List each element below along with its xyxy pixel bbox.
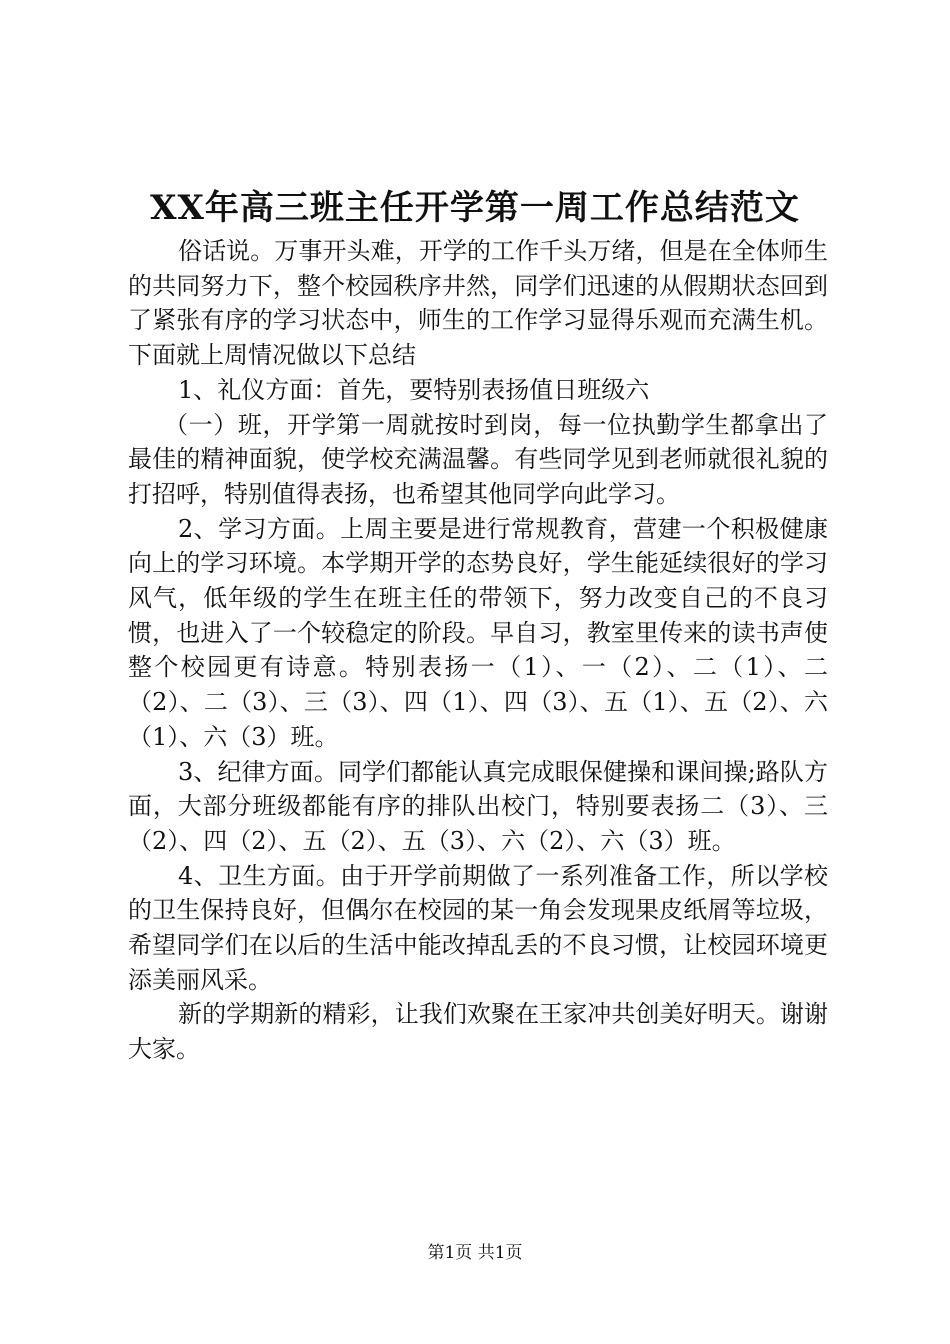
page-footer: 第1页 共1页	[427, 1243, 523, 1263]
paragraph-etiquette-body: （一）班，开学第一周就按时到岗，每一位执勤学生都拿出了最佳的精神面貌，使学校充满温馨。有些同学见到老师就很礼貌的打招呼，特别值得表扬，也希望其他同学向此学习。	[128, 410, 828, 508]
paragraph-study: 2、学习方面。上周主要是进行常规教育，营建一个积极健康向上的学习环境。本学期开学的态势良好，学生能延续很好的学习风气，低年级的学生在班主任的带领下，努力改变自己的不良习惯，也进入了一个较稳定的阶段。早自习，教室里传来的读书声使整个校园更有诗意。特别表扬一（1）、一（2）、二（1）、二（2）、二（3）、三（3）、四（1）、四（3）、五（1）、五（2）、六（1）、六（3）班。	[128, 514, 828, 751]
document-title: XX年高三班主任开学第一周工作总结范文	[150, 188, 800, 228]
paragraph-closing: 新的学期新的精彩，让我们欢聚在王家冲共创美好明天。谢谢大家。	[128, 1000, 828, 1064]
paragraph-hygiene: 4、卫生方面。由于开学前期做了一系列准备工作，所以学校的卫生保持良好，但偶尔在校园的某一角会发现果皮纸屑等垃圾，希望同学们在以后的生活中能改掉乱丢的不良习惯，让校园环境更添美丽风采。	[128, 861, 828, 994]
paragraph-discipline: 3、纪律方面。同学们都能认真完成眼保健操和课间操;路队方面，大部分班级都能有序的排队出校门，特别要表扬二（3）、三（2）、四（2）、五（2）、五（3）、六（2）、六（3）班。	[128, 757, 828, 855]
document-body	[128, 234, 828, 1067]
paragraph-intro: 俗话说。万事开头难，开学的工作千头万绪，但是在全体师生的共同努力下，整个校园秩序井然，同学们迅速的从假期状态回到了紧张有序的学习状态中，师生的工作学习显得乐观而充满生机。下面就上周情况做以下总结	[128, 237, 828, 370]
paragraph-etiquette-heading: 1、礼仪方面：首先，要特别表扬值日班级六	[178, 375, 650, 404]
